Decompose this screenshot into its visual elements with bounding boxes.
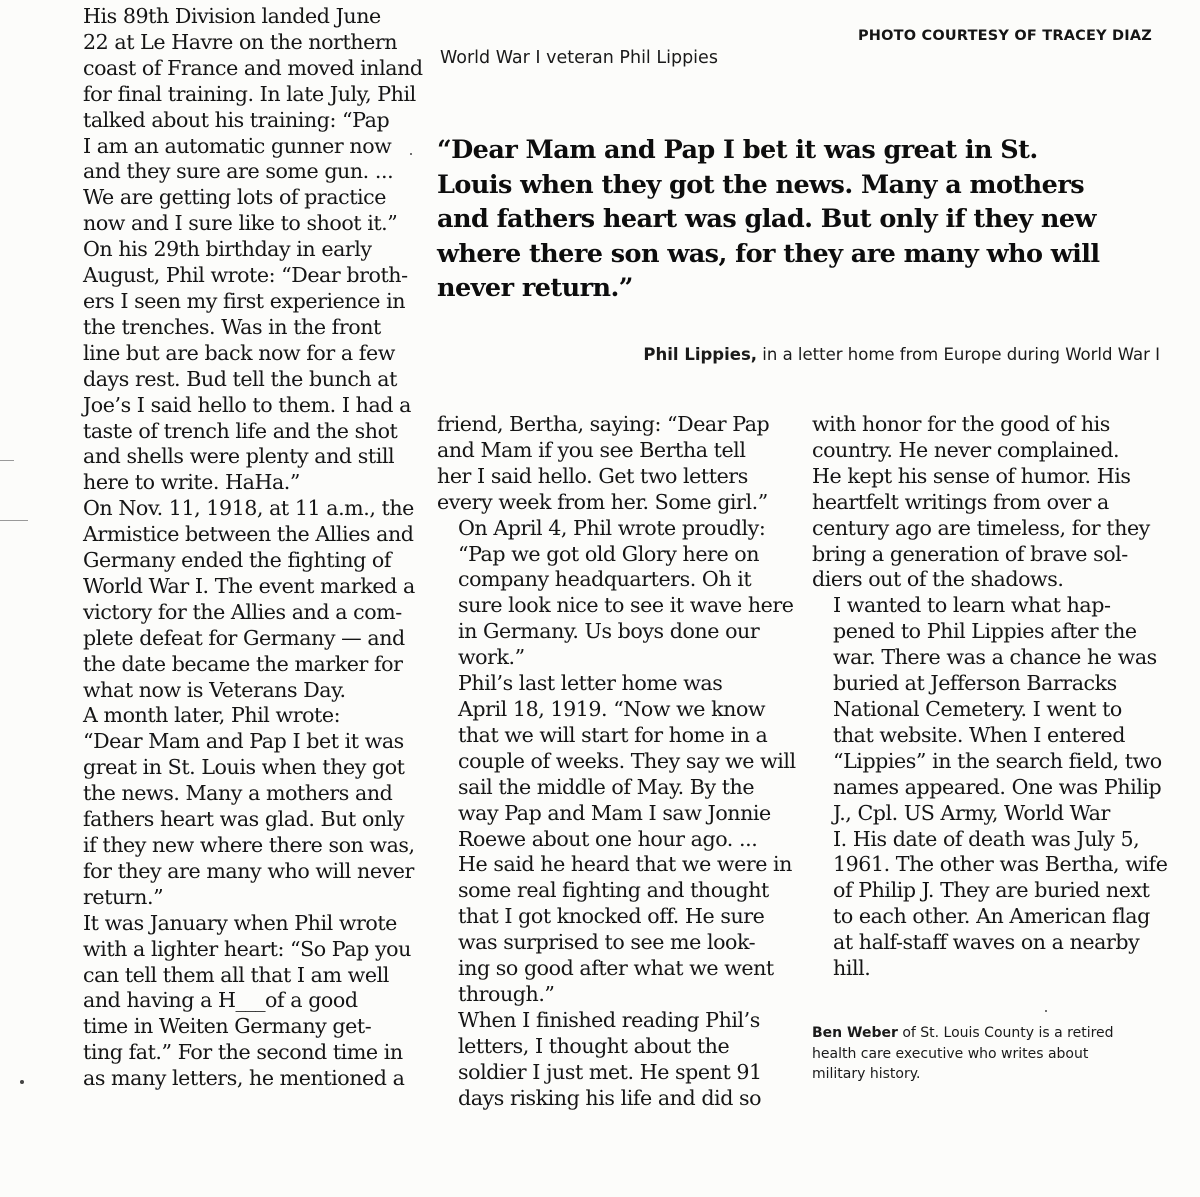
text-line: and they sure are some gun. ... [83,159,394,184]
text-line: sure look nice to see it wave here [458,593,794,618]
paragraph [62,237,418,496]
text-line: He said he heard that we were in [458,852,792,877]
text-line: It was January when Phil wrote [83,910,397,935]
author-bio [812,1023,1142,1085]
text-line: for they are many who will never [83,858,414,883]
text-line: sail the middle of May. By the [458,774,755,799]
pull-quote [437,133,1157,306]
paragraph [437,516,797,671]
text-line: Joe’s I said hello to them. I had a [83,392,411,417]
pull-quote-line: Louis when they got the news. Many a mothers [437,169,1085,200]
scan-speck [20,1080,24,1084]
quote-attribution [643,345,1160,364]
text-line: that I got knocked off. He sure [458,904,765,929]
text-line: soldier I just met. He spent 91 [458,1059,762,1084]
paragraph [812,593,1168,982]
text-line: hill. [833,956,871,981]
text-line: at half-staff waves on a nearby [833,930,1140,955]
text-line: World War I. The event marked a [83,573,415,598]
text-line: ting fat.” For the second time in [83,1040,403,1065]
text-line: ing so good after what we went [458,956,774,981]
text-line: I am an automatic gunner now [83,133,392,158]
text-line: now and I sure like to shoot it.” [83,211,398,236]
paragraph [437,671,797,1008]
text-line: war. There was a chance he was [833,645,1157,670]
paragraph [62,496,418,703]
text-line: country. He never complained. [812,437,1120,462]
author-name: Ben Weber [812,1025,898,1041]
pull-quote-line: where there son was, for they are many who will [437,238,1100,269]
text-line: through.” [458,981,555,1006]
text-line: every week from her. Some girl.” [437,489,768,514]
text-line: here to write. HaHa.” [83,470,300,495]
attribution-name: Phil Lippies, [643,345,758,364]
paragraph [437,412,797,516]
text-line: His 89th Division landed June [83,4,381,28]
text-line: buried at Jefferson Barracks [833,671,1117,696]
text-line: 1961. The other was Bertha, wife [833,852,1168,877]
text-line: that we will start for home in a [458,722,768,747]
text-line: Germany ended the fighting of [83,548,392,573]
text-line: that website. When I entered [833,722,1125,747]
text-line: 22 at Le Havre on the northern [83,29,398,54]
text-line: her I said hello. Get two letters [437,463,748,488]
text-line: company headquarters. Oh it [458,567,752,592]
pull-quote-line: and fathers heart was glad. But only if they new [437,204,1096,234]
article-column-3 [812,412,1168,982]
text-line: “Dear Mam and Pap I bet it was [83,729,404,754]
photo-credit: PHOTO COURTESY OF TRACEY DIAZ [857,28,1152,44]
text-line: work.” [458,645,525,670]
scan-mark [0,460,14,461]
text-line: the news. Many a mothers and [83,781,393,806]
text-line: letters, I thought about the [458,1033,730,1058]
text-line: days risking his life and did so [458,1085,762,1110]
pull-quote-line: “Dear Mam and Pap I bet it was great in St. [437,135,1038,165]
photo-caption: World War I veteran Phil Lippies [440,48,718,68]
text-line: “Lippies” in the search field, two [833,748,1162,773]
article-column-1 [62,4,423,1092]
text-line: April 18, 1919. “Now we know [458,696,766,721]
text-line: with a lighter heart: “So Pap you [83,936,411,961]
text-line: great in St. Louis when they got [83,755,405,780]
text-line: taste of trench life and the shot [83,418,398,443]
text-line: for final training. In late July, Phil [83,81,416,106]
text-line: to each other. An American flag [833,904,1150,929]
text-line: Phil’s last letter home was [458,671,723,696]
text-line: “Pap we got old Glory here on [458,541,760,566]
text-line: plete defeat for Germany — and [83,625,405,650]
text-line: I. His date of death was July 5, [833,826,1140,851]
text-line: the date became the marker for [83,651,403,676]
text-line: what now is Veterans Day. [83,677,346,702]
text-line: J., Cpl. US Army, World War [833,800,1110,825]
scan-speck [410,153,412,155]
text-line: names appeared. One was Philip [833,774,1162,799]
text-line: and shells were plenty and still [83,444,395,469]
text-line: century ago are timeless, for they [812,515,1150,540]
author-bio-line: health care executive who writes about [812,1045,1089,1062]
text-line: When I finished reading Phil’s [458,1007,760,1032]
text-line: way Pap and Mam I saw Jonnie [458,800,771,825]
text-line: and Mam if you see Bertha tell [437,437,746,462]
text-line: days rest. Bud tell the bunch at [83,366,397,391]
attribution-text: in a letter home from Europe during World War I [757,345,1160,364]
text-line: pened to Phil Lippies after the [833,619,1137,644]
text-line: if they new where there son was, [83,833,415,857]
paragraph [62,4,423,237]
text-line: in Germany. Us boys done our [458,619,760,644]
text-line: ers I seen my first experience in [83,288,406,313]
paragraph [812,412,1152,593]
paragraph [62,911,418,1092]
text-line: time in Weiten Germany get- [83,1014,372,1039]
author-bio-line: of St. Louis County is a retired [897,1025,1114,1041]
text-line: line but are back now for a few [83,340,395,365]
text-line: I wanted to learn what hap- [833,593,1111,618]
text-line: coast of France and moved inland [83,55,423,80]
paragraph [437,1008,797,1112]
text-line: some real fighting and thought [458,878,769,903]
author-bio-line: military history. [812,1066,921,1082]
text-line: and having a H___of a good [83,988,358,1013]
text-line: A month later, Phil wrote: [83,703,341,728]
text-line: the trenches. Was in the front [83,314,381,339]
text-line: diers out of the shadows. [812,567,1064,592]
text-line: bring a generation of brave sol- [812,541,1128,566]
text-line: can tell them all that I am well [83,962,389,987]
text-line: National Cemetery. I went to [833,696,1122,721]
text-line: We are getting lots of practice [83,185,386,210]
scan-speck [1045,1010,1047,1012]
text-line: of Philip J. They are buried next [833,878,1150,903]
text-line: victory for the Allies and a com- [83,599,402,624]
scan-mark [0,520,28,521]
text-line: talked about his training: “Pap [83,107,390,132]
text-line: Roewe about one hour ago. ... [458,826,758,851]
text-line: was surprised to see me look- [458,930,756,955]
article-column-2 [437,412,797,1111]
text-line: heartfelt writings from over a [812,489,1109,514]
paragraph [62,703,418,910]
text-line: On his 29th birthday in early [83,237,372,262]
text-line: August, Phil wrote: “Dear broth- [83,263,408,288]
text-line: fathers heart was glad. But only [83,807,405,832]
pull-quote-line: never return.” [437,273,633,303]
text-line: with honor for the good of his [812,412,1110,436]
text-line: as many letters, he mentioned a [83,1066,405,1091]
text-line: couple of weeks. They say we will [458,748,796,773]
text-line: friend, Bertha, saying: “Dear Pap [437,412,770,436]
text-line: On Nov. 11, 1918, at 11 a.m., the [83,496,414,521]
text-line: Armistice between the Allies and [83,522,414,547]
text-line: return.” [83,884,164,909]
text-line: On April 4, Phil wrote proudly: [458,515,766,540]
text-line: He kept his sense of humor. His [812,463,1131,488]
